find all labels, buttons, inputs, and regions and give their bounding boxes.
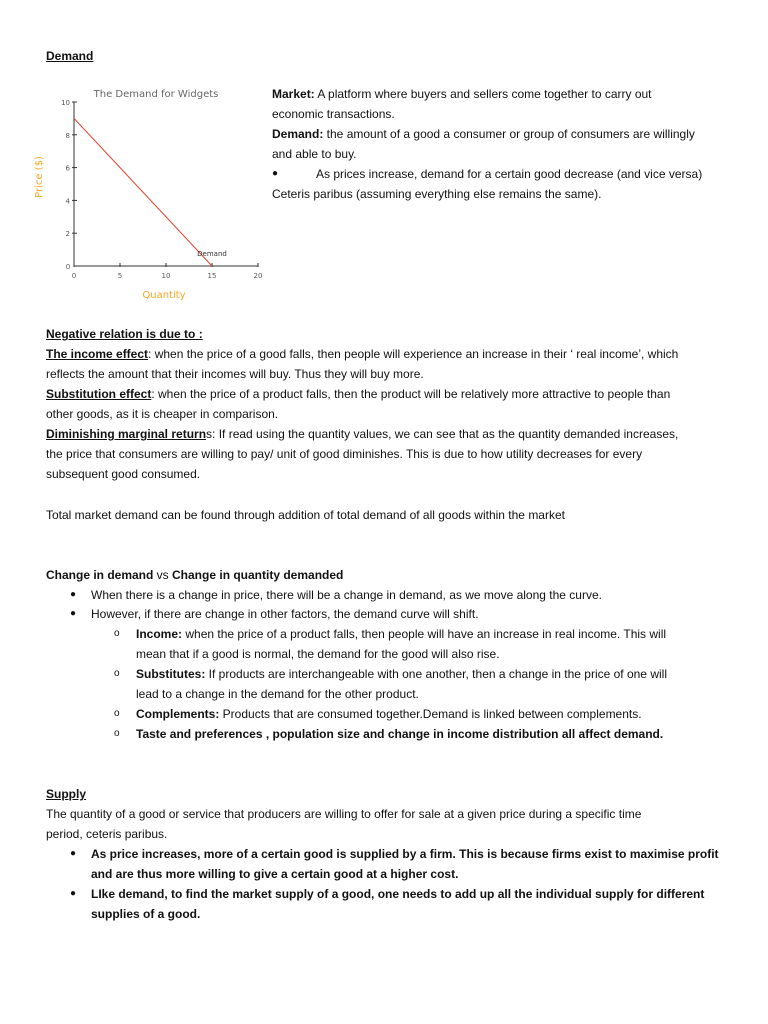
supply-bullet-2-line2: supplies of a good. <box>91 907 201 921</box>
ceteris-paribus-line: Ceteris paribus (assuming everything else remains the same). <box>272 187 602 201</box>
total-market-demand: Total market demand can be found through addition of total demand of all goods within the market <box>46 508 565 522</box>
section-heading-supply: Supply <box>46 787 87 801</box>
change-bullet-2: However, if there are change in other factors, the demand curve will shift. <box>91 607 479 621</box>
change-bullet-1: When there is a change in price, there will be a change in demand, as we move along the curve. <box>91 588 602 602</box>
x-tick-label: 15 <box>207 272 217 280</box>
circle-bullet-icon: o <box>114 708 120 719</box>
market-def-line2: economic transactions. <box>272 107 395 121</box>
supply-bullet-2-line1: LIke demand, to find the market supply of a good, one needs to add up all the individual supply for different <box>91 887 705 901</box>
circle-bullet-icon: o <box>114 668 120 679</box>
demand-def-line2: and able to buy. <box>272 147 357 161</box>
demand-text: the amount of a good a consumer or group of consumers are willingly <box>323 127 695 141</box>
y-axis-label: Price ($) <box>34 156 45 198</box>
market-text: A platform where buyers and sellers come together to carry out <box>314 87 652 101</box>
diminishing-returns-line2: the price that consumers are willing to pay/ unit of good diminishes. This is due to how utility decreases for every <box>46 447 643 461</box>
market-label: Market: <box>272 87 315 101</box>
income-effect-line2: reflects the amount that their incomes will buy. Thus they will buy more. <box>46 367 424 381</box>
bullet-icon: ● <box>70 608 77 619</box>
substitutes-line2: lead to a change in the demand for the other product. <box>136 687 419 701</box>
change-title-part1: Change in demand <box>46 568 154 582</box>
y-tick-label: 4 <box>65 197 70 206</box>
bullet-icon: ● <box>70 589 77 600</box>
y-tick-label: 6 <box>65 164 70 173</box>
demand-chart <box>28 80 268 305</box>
series-label: Demand <box>197 250 227 258</box>
bullet-icon: ● <box>70 888 77 899</box>
substitution-effect-label: Substitution effect <box>46 387 152 401</box>
x-tick-label: 10 <box>161 272 171 280</box>
y-tick-label: 8 <box>65 131 70 140</box>
income-effect-line1 <box>46 344 678 364</box>
income-factor-text: when the price of a product falls, then people will have an increase in real income. This will <box>182 627 667 641</box>
substitution-effect-line1 <box>46 384 670 404</box>
diminishing-returns-line3: subsequent good consumed. <box>46 467 201 481</box>
market-def-line1 <box>272 84 652 104</box>
circle-bullet-icon: o <box>114 628 120 639</box>
income-factor-line2: mean that if a good is normal, the demand for the good will also rise. <box>136 647 500 661</box>
chart-title: The Demand for Widgets <box>93 89 219 100</box>
substitutes-line1 <box>136 664 667 684</box>
income-effect-text: : when the price of a good falls, then people will experience an increase in their ‘ real income’, which <box>148 347 679 361</box>
change-title-part2: Change in quantity demanded <box>172 568 344 582</box>
change-title-vs: vs <box>153 568 173 582</box>
x-tick-label: 5 <box>117 272 123 280</box>
complements-text: Products that are consumed together.Demand is linked between complements. <box>219 707 642 721</box>
price-demand-point: As prices increase, demand for a certain good decrease (and vice versa) <box>316 167 703 181</box>
supply-def-line1: The quantity of a good or service that producers are willing to offer for sale at a given price during a specific time <box>46 807 642 821</box>
negative-relation-title: Negative relation is due to : <box>46 327 203 341</box>
demand-label: Demand: <box>272 127 324 141</box>
diminishing-returns-label: Diminishing marginal return <box>46 427 207 441</box>
taste-preferences-line: Taste and preferences , population size and change in income distribution all affect demand. <box>136 727 664 741</box>
diminishing-returns-line1 <box>46 424 678 444</box>
diminishing-returns-text: s: If read using the quantity values, we can see that as the quantity demanded increases, <box>206 427 679 441</box>
income-effect-label: The income effect <box>46 347 149 361</box>
complements-line <box>136 704 642 724</box>
bullet-icon: ● <box>70 848 77 859</box>
x-tick-label: 20 <box>253 272 263 280</box>
x-axis-label: Quantity <box>142 290 186 301</box>
y-tick-label: 0 <box>65 263 71 271</box>
demand-series-line <box>74 118 212 266</box>
supply-def-line2: period, ceteris paribus. <box>46 827 168 841</box>
income-factor-label: Income: <box>136 627 183 641</box>
change-title <box>46 565 343 585</box>
substitution-effect-text: : when the price of a product falls, then the product will be relatively more attractive to people than <box>151 387 671 401</box>
y-tick-label: 10 <box>61 99 70 107</box>
income-factor-line1 <box>136 624 666 644</box>
section-heading-demand: Demand <box>46 49 94 63</box>
substitutes-label: Substitutes: <box>136 667 206 681</box>
demand-def-line1 <box>272 124 695 144</box>
y-tick-label: 2 <box>65 230 70 239</box>
supply-bullet-1-line2: and are thus more willing to give a certain good at a higher cost. <box>91 867 459 881</box>
circle-bullet-icon: o <box>114 728 120 739</box>
x-tick-label: 0 <box>71 272 77 280</box>
complements-label: Complements: <box>136 707 220 721</box>
substitution-effect-line2: other goods, as it is cheaper in comparison. <box>46 407 279 421</box>
supply-bullet-1-line1: As price increases, more of a certain good is supplied by a firm. This is because firms exist to maximise profit <box>91 847 719 861</box>
substitutes-text: If products are interchangeable with one another, then a change in the price of one will <box>205 667 667 681</box>
bullet-icon: ● <box>272 168 279 179</box>
